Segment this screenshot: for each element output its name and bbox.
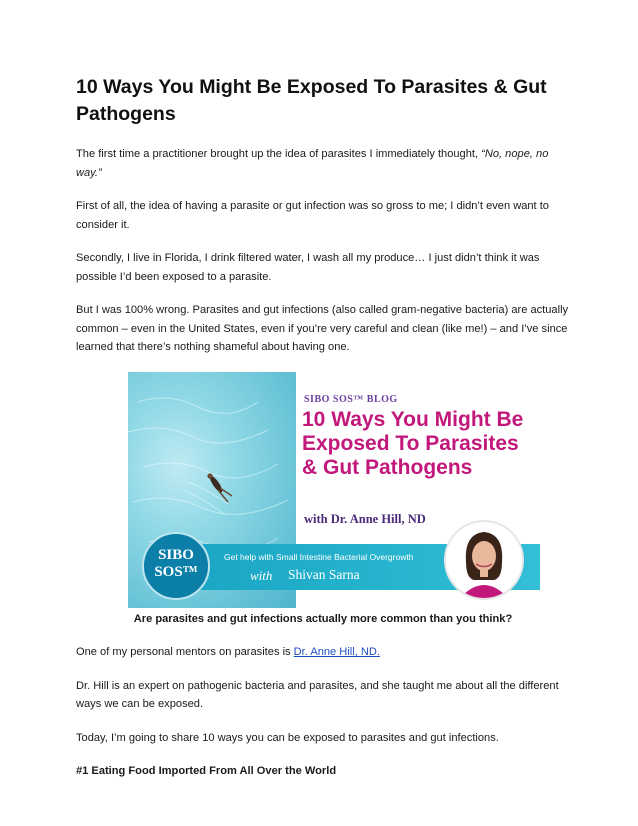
- article-body: [76, 74, 570, 796]
- blog-banner-image: [128, 372, 540, 608]
- paragraph-5: [76, 643, 570, 662]
- banner-strip-with: with: [250, 567, 273, 583]
- paragraph-7: Today, I’m going to share 10 ways you can be exposed to parasites and gut infections.: [76, 731, 499, 744]
- section-heading-1: #1 Eating Food Imported From All Over the World: [76, 765, 337, 777]
- portrait-icon: [446, 522, 522, 598]
- paragraph-5-text: One of my personal mentors on parasites is: [76, 646, 294, 658]
- banner-strip-text: Get help with Small Intestine Bacterial Overgrowth: [224, 551, 414, 562]
- logo-line-2: SOS™: [154, 563, 198, 580]
- sibo-sos-logo-icon: [142, 532, 210, 600]
- logo-line-1: SIBO: [158, 546, 194, 563]
- paragraph-2: First of all, the idea of having a parasite or gut infection was so gross to me; I didn’t even want to consider it.: [76, 200, 549, 231]
- dr-anne-hill-link[interactable]: Dr. Anne Hill, ND.: [293, 646, 380, 658]
- paragraph-6: Dr. Hill is an expert on pathogenic bacteria and parasites, and she taught me about all the different ways we can be exposed.: [76, 679, 559, 710]
- banner-subtitle: with Dr. Anne Hill, ND: [304, 511, 426, 526]
- article-title: 10 Ways You Might Be Exposed To Parasites & Gut Pathogens: [76, 76, 547, 125]
- paragraph-1-text: The first time a practitioner brought up the idea of parasites I immediately thought,: [76, 148, 482, 160]
- paragraph-1: [76, 145, 570, 182]
- paragraph-1-quote: “No, nope, no way.”: [76, 148, 549, 179]
- paragraph-4: But I was 100% wrong. Parasites and gut infections (also called gram-negative bacteria) are actually common – even in the United States, even if you’re very careful and clean (like me!) – and I’ve since learned that there’s nothing shameful about having one.: [76, 304, 569, 353]
- image-caption: Are parasites and gut infections actually more common than you think?: [133, 612, 513, 625]
- banner-title: 10 Ways You Might Be Exposed To Parasites & Gut Pathogens: [302, 407, 524, 479]
- banner-strip-name: Shivan Sarna: [288, 566, 360, 582]
- banner-blog-label: SIBO SOS™ BLOG: [304, 393, 398, 405]
- paragraph-3: Secondly, I live in Florida, I drink filtered water, I wash all my produce… I just didn’t think it was possible I’d been exposed to a parasite.: [76, 252, 540, 283]
- host-portrait-photo: [444, 520, 524, 600]
